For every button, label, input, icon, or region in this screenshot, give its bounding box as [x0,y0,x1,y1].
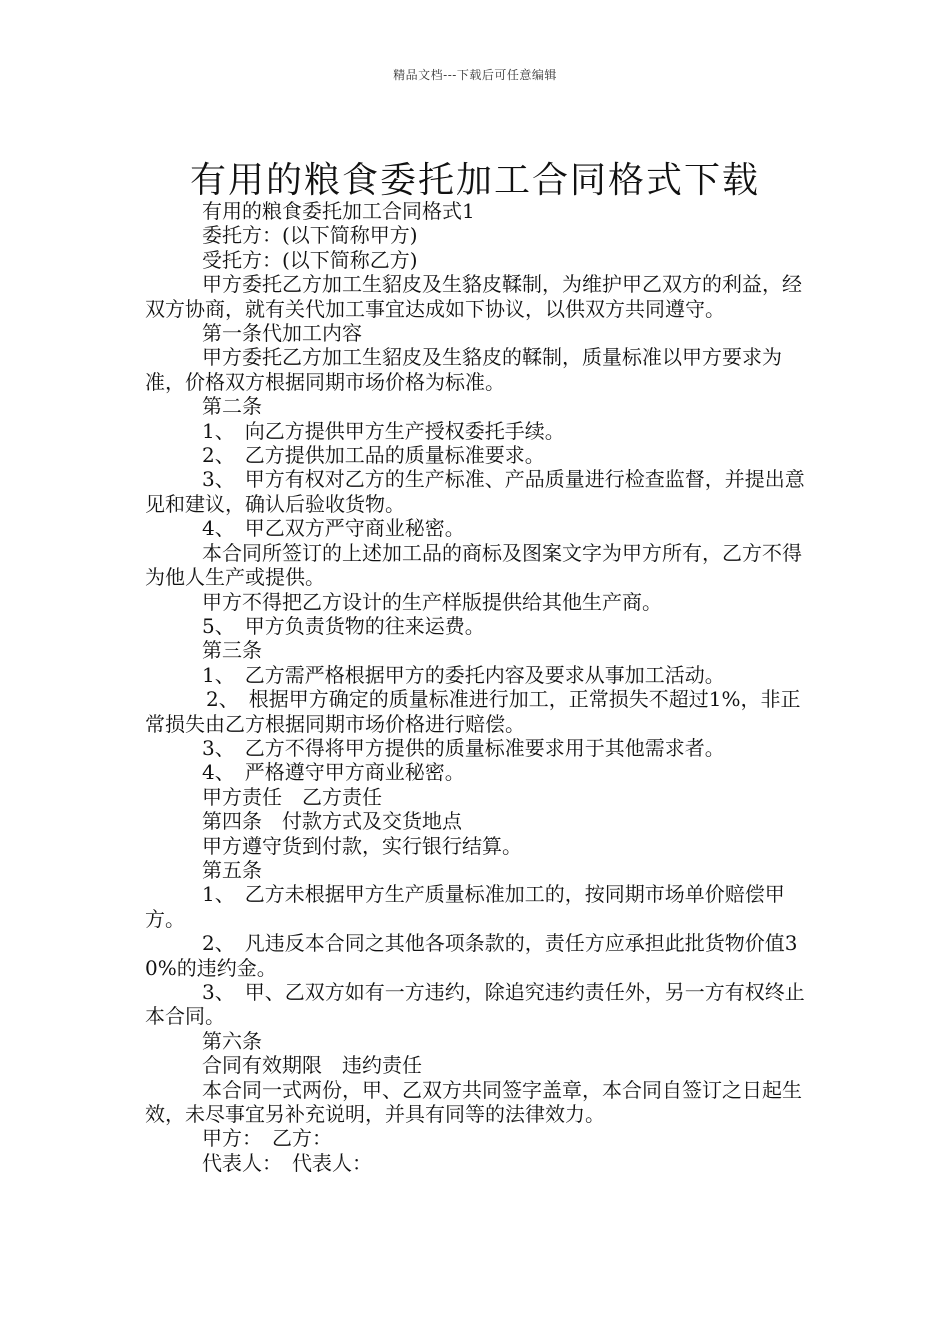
paragraph-subtitle: 有用的粮食委托加工合同格式1 [202,199,475,223]
article-1-body: 甲方委托乙方加工生貂皮及生貉皮的鞣制，质量标准以甲方要求为准，价格双方根据同期市场价格为标准。 [145,345,782,394]
page-header-note: 精品文档---下载后可任意编辑 [393,68,557,82]
article-2-item-3: 3、 甲方有权对乙方的生产标准、产品质量进行检查监督，并提出意见和建议，确认后验收货物。 [145,467,805,516]
article-2-trademark: 本合同所签订的上述加工品的商标及图案文字为甲方所有，乙方不得为他人生产或提供。 [145,540,802,590]
document-title: 有用的粮食委托加工合同格式下载 [189,160,760,202]
article-4-heading: 第四条 付款方式及交货地点 [202,809,462,834]
article-5-item-1: 1、 乙方未根据甲方生产质量标准加工的，按同期市场单价赔偿甲方。 [145,882,785,931]
responsibilities-line: 甲方责任 乙方责任 [202,784,382,809]
article-4-body: 甲方遵守货到付款，实行银行结算。 [202,833,522,858]
article-5-item-2: 2、 凡违反本合同之其他各项条款的，责任方应承担此批货物价值30%的违约金。 [145,931,798,980]
article-2-samples: 甲方不得把乙方设计的生产样版提供给其他生产商。 [202,589,662,614]
signature-representatives: 代表人： 代表人： [202,1150,372,1175]
article-6-body: 本合同一式两份，甲、乙双方共同签字盖章，本合同自签订之日起生效，未尽事宜另补充说明，并具有同等的法律效力。 [145,1077,802,1127]
article-2-item-5: 5、 甲方负责货物的往来运费。 [202,613,485,638]
article-5-item-3: 3、 甲、乙双方如有一方违约，除追究违约责任外，另一方有权终止本合同。 [145,980,805,1029]
article-3-item-1: 1、 乙方需严格根据甲方的委托内容及要求从事加工活动。 [202,662,725,687]
article-5-heading: 第五条 [202,857,262,882]
signature-parties: 甲方： 乙方： [202,1126,332,1151]
article-1-heading: 第一条代加工内容 [202,321,362,346]
article-3-heading: 第三条 [202,638,262,663]
document-body [145,199,810,1175]
article-3-item-2: 2、 根据甲方确定的质量标准进行加工，正常损失不超过1%，非正常损失由乙方根据同期市场价格进行赔偿。 [145,687,801,736]
article-3-item-4: 4、 严格遵守甲方商业秘密。 [202,760,465,785]
paragraph-preamble: 甲方委托乙方加工生貂皮及生貉皮鞣制，为维护甲乙双方的利益，经双方协商，就有关代加工事宜达成如下协议，以供双方共同遵守。 [145,272,802,321]
article-6-heading: 第六条 [202,1028,262,1053]
article-2-item-2: 2、 乙方提供加工品的质量标准要求。 [202,443,545,468]
article-3-item-3: 3、 乙方不得将甲方提供的质量标准要求用于其他需求者。 [202,735,725,760]
article-6-subheading: 合同有效期限 违约责任 [202,1053,422,1078]
article-2-item-4: 4、 甲乙双方严守商业秘密。 [202,516,465,541]
paragraph-contractor: 受托方：(以下简称乙方) [202,247,418,272]
article-2-item-1: 1、 向乙方提供甲方生产授权委托手续。 [202,418,565,443]
paragraph-client: 委托方：(以下简称甲方) [202,223,418,248]
article-2-heading: 第二条 [202,394,262,419]
